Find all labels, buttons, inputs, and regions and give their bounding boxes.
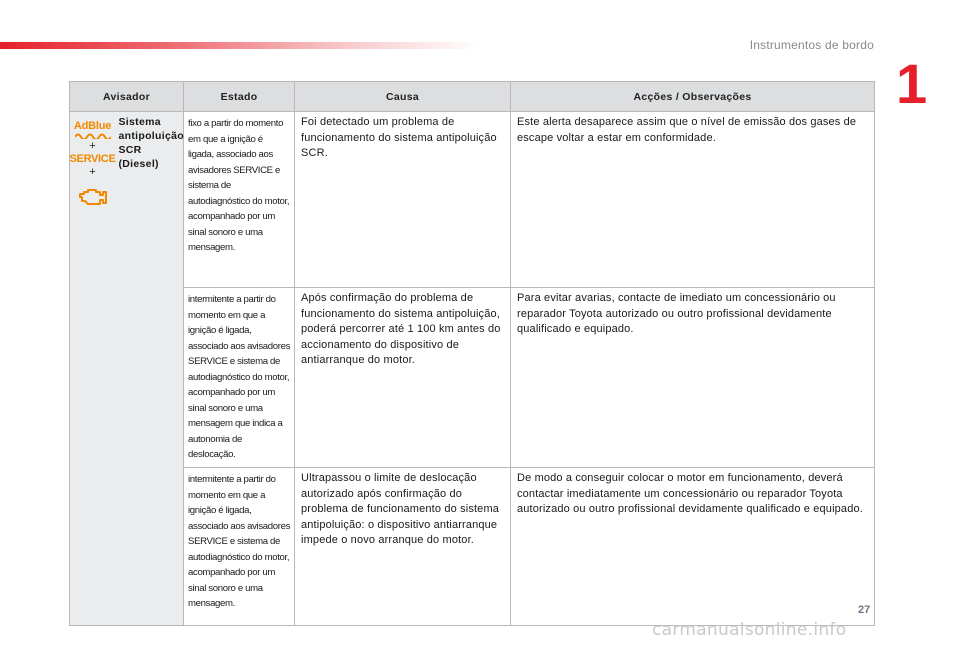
table-header-row bbox=[70, 82, 875, 112]
state-cell bbox=[184, 112, 295, 288]
action-cell bbox=[511, 112, 875, 288]
action-text: Para evitar avarias, contacte de imediato um concessionário ou reparador Toyota autorizado ou outro profissional devidamente qualificado e equipado. bbox=[517, 292, 836, 335]
state-cell bbox=[184, 288, 295, 468]
system-name-cell bbox=[115, 112, 184, 626]
action-cell bbox=[511, 288, 875, 468]
chapter-number: 1 bbox=[896, 52, 928, 115]
cause-text: Após confirmação do problema de funcionamento do sistema antipoluição, poderá percorrer até 1 100 km antes do accionamento do dispositivo de antiarranque do motor. bbox=[301, 292, 501, 366]
state-text: intermitente a partir do momento em que a ignição é ligada, associado aos avisadores SERVICE e sistema de autodiagnóstico do motor, acompanhado por um sinal sonoro e uma mensagem que indica a autonomia de deslocação. bbox=[188, 294, 291, 460]
plus-sign-2: + bbox=[89, 166, 96, 178]
system-name: Sistema antipoluição SCR (Diesel) bbox=[118, 116, 184, 170]
warning-icons-cell bbox=[70, 112, 115, 626]
table-row bbox=[70, 112, 875, 288]
cause-cell bbox=[295, 112, 511, 288]
table-row bbox=[70, 468, 875, 626]
action-cell bbox=[511, 468, 875, 626]
cause-cell bbox=[295, 468, 511, 626]
state-text: intermitente a partir do momento em que a ignição é ligada, associado aos avisadores SERVICE e sistema de autodiagnóstico do motor, acompanhado por um sinal sonoro e uma mensagem. bbox=[188, 474, 291, 609]
cause-text: Foi detectado um problema de funcionamento do sistema antipoluição SCR. bbox=[301, 116, 497, 159]
action-text: De modo a conseguir colocar o motor em funcionamento, deverá contactar imediatamente um concessionário ou reparador Toyota autorizado ou outro profissional devidamente qualificado e equipado. bbox=[517, 472, 863, 515]
page-number: 27 bbox=[858, 604, 871, 616]
service-warning-icon: SERVICE bbox=[69, 153, 116, 165]
column-header-avisador: Avisador bbox=[70, 82, 184, 112]
adblue-wave-icon bbox=[75, 132, 111, 139]
adblue-icon-label: AdBlue bbox=[73, 120, 112, 132]
column-header-estado: Estado bbox=[184, 82, 295, 112]
plus-sign-1: + bbox=[89, 140, 96, 152]
section-title: Instrumentos de bordo bbox=[749, 38, 874, 52]
watermark: carmanualsonline.info bbox=[652, 620, 847, 640]
action-text: Este alerta desaparece assim que o nível de emissão dos gases de escape voltar a estar em conformidade. bbox=[517, 116, 857, 144]
state-text: fixo a partir do momento em que a ignição é ligada, associado aos avisadores SERVICE e sistema de autodiagnóstico do motor, acompanhado por um sinal sonoro e uma mensagem. bbox=[188, 118, 290, 253]
column-header-accoes: Acções / Observações bbox=[511, 82, 875, 112]
state-cell bbox=[184, 468, 295, 626]
engine-diagnostic-icon bbox=[78, 187, 108, 207]
header-accent-bar bbox=[0, 42, 480, 49]
warning-lights-table bbox=[69, 81, 875, 626]
cause-cell bbox=[295, 288, 511, 468]
table-row bbox=[70, 288, 875, 468]
cause-text: Ultrapassou o limite de deslocação autorizado após confirmação do problema de funcionamento do sistema antipoluição: o dispositivo antiarranque impede o novo arranque do motor. bbox=[301, 472, 500, 546]
column-header-causa: Causa bbox=[295, 82, 511, 112]
adblue-warning-icon bbox=[74, 120, 111, 139]
